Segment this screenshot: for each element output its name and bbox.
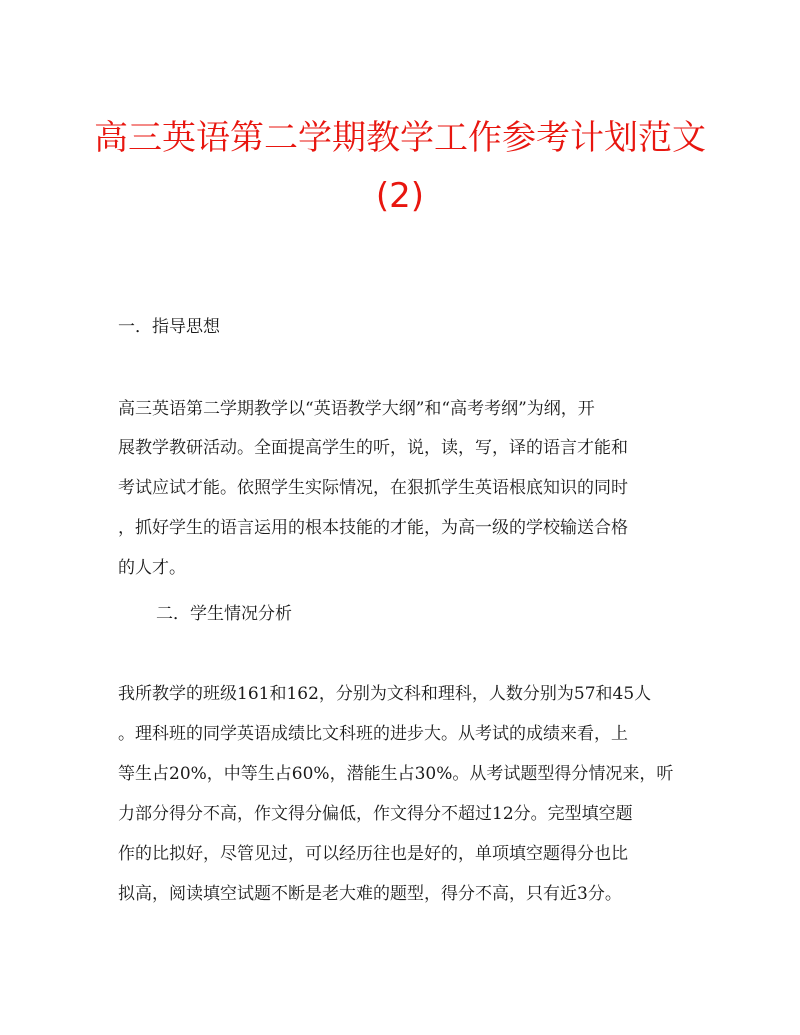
- paragraph-2-line-6: 拟高，阅读填空试题不断是老大难的题型，得分不高，只有近3分。: [118, 884, 622, 904]
- document-title-line-2: (2): [375, 176, 425, 216]
- paragraph-2-line-5: 作的比拟好，尽管见过，可以经历往也是好的，单项填空题得分也比: [118, 844, 628, 864]
- paragraph-1-line-5: 的人才。: [118, 558, 186, 578]
- section-heading-guiding-ideology: 一．指导思想: [118, 317, 220, 337]
- section-heading-student-analysis: 二．学生情况分析: [156, 604, 292, 624]
- paragraph-2-line-4: 力部分得分不高，作文得分偏低，作文得分不超过12分。完型填空题: [118, 804, 633, 824]
- paragraph-1-line-4: ，抓好学生的语言运用的根本技能的才能，为高一级的学校输送合格: [118, 518, 628, 538]
- paragraph-2-line-1: 我所教学的班级161和162，分别为文科和理科，人数分别为57和45人: [118, 684, 652, 704]
- paragraph-2-line-3: 等生占20%，中等生占60%，潜能生占30%。从考试题型得分情况来，听: [118, 764, 674, 784]
- paragraph-1-line-1: 高三英语第二学期教学以“英语教学大纲”和“高考考纲”为纲，开: [118, 399, 595, 419]
- paragraph-2-line-2: 。理科班的同学英语成绩比文科班的进步大。从考试的成绩来看，上: [118, 724, 628, 744]
- paragraph-1-line-3: 考试应试才能。依照学生实际情况，在狠抓学生英语根底知识的同时: [118, 478, 628, 498]
- paragraph-1-line-2: 展教学教研活动。全面提高学生的听，说，读，写，译的语言才能和: [118, 438, 628, 458]
- document-title-line-1: 高三英语第二学期教学工作参考计划范文: [94, 118, 706, 158]
